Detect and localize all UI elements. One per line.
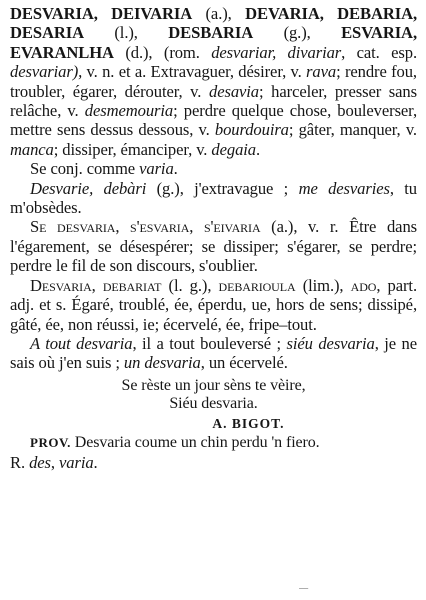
definition: ; harceler, presser sans relâche, v. <box>10 81 417 121</box>
subentry-definition: (a.), v. r. Être dans l'égarement, se désespérer; se dissiper; s'égarer, se perdre; perdre le fil de son discours, s'oublier. <box>10 217 417 276</box>
definition: ; rendre fou, troubler, égarer, dérouter, v. <box>10 62 417 101</box>
punct: , <box>50 452 60 472</box>
example-form: me desvaries <box>298 178 390 198</box>
romance-forms: desvariar, divariar <box>211 42 342 62</box>
root-label: R. <box>10 452 30 472</box>
dialect-l: (l.), <box>84 23 169 43</box>
headword-variants: DEVARIA, DEBARIA, DESARIA <box>10 4 417 43</box>
dialect-d: (d.), (rom. <box>113 42 212 62</box>
conj-text: Se conj. comme <box>30 159 140 179</box>
example-text: , tu m'obsèdes. <box>10 178 417 218</box>
dialect-lg: (l. g.), <box>161 275 219 295</box>
punct: . <box>256 139 261 159</box>
cross-ref: manca <box>10 139 54 159</box>
entry-desvaria <box>10 4 417 159</box>
example-text: (g.), j'extravague ; <box>146 178 299 198</box>
subentry-head: Desvaria, debariat <box>30 275 162 295</box>
conj-ref: varia <box>139 159 174 179</box>
example-form: Desvarie, debàri <box>30 178 147 198</box>
cross-ref: degaia <box>211 139 256 159</box>
usage-example: un desvaria <box>123 353 201 373</box>
conjugation-note <box>10 159 417 178</box>
punct: . <box>93 452 98 472</box>
headword-variant-desbaria: DESBARIA <box>168 23 254 43</box>
cross-ref: desavia <box>209 81 260 101</box>
quote-author: A. BIGOT. <box>212 415 285 431</box>
subentry-definition: , part. adj. et s. Égaré, troublé, ée, éperdu, ue, hors de sens; dissipé, gâté, ée, non réussi, ie; écervelé, ée, fripe–tout. <box>10 275 417 334</box>
catalan-label: , cat. esp. <box>341 42 417 62</box>
dialect-a: (a.), <box>192 4 246 23</box>
punct: . <box>173 159 178 179</box>
definition: ; dissiper, émanciper, v. <box>53 139 212 159</box>
verse-quote <box>10 377 417 414</box>
usage-translation: , il a tout bouleversé ; <box>132 333 287 353</box>
cross-ref: bourdouira <box>214 120 289 140</box>
page-edge-mark: — <box>299 582 308 593</box>
usage-example: A tout desvaria <box>30 333 133 353</box>
verse-line: Se rèste un jour sèns te vèire, <box>121 376 306 394</box>
definition: ; gâter, manquer, v. <box>288 120 417 140</box>
proverb-text: Desvaria coume un chin perdu 'n fiero. <box>70 434 320 452</box>
etymology <box>10 453 417 472</box>
definition: ; perdre quelque chose, bouleverser, mettre sens dessus dessous, v. <box>10 101 417 140</box>
example-forms <box>10 179 417 218</box>
usage-translation: , un écervelé. <box>200 353 288 373</box>
usage-examples <box>10 334 417 373</box>
headword-variant-esvaria: ESVARIA, EVARANLHA <box>10 23 417 62</box>
reflexive-subentry <box>10 217 417 275</box>
dialect-g: (g.), <box>253 23 342 43</box>
headword: DESVARIA, DEIVARIA <box>10 4 193 23</box>
dialect-lim: (lim.), <box>295 275 351 295</box>
root-part: des <box>29 452 51 472</box>
proverb-label: PROV. <box>30 435 71 451</box>
catalan-form: desvariar), <box>10 62 83 82</box>
subentry-head: Se desvaria, s'esvaria, s'eivaria <box>30 217 261 237</box>
cross-ref: rava <box>306 62 337 82</box>
definition: v. n. et a. Extravaguer, désirer, v. <box>82 62 307 82</box>
proverb <box>10 433 417 452</box>
participle-subentry <box>10 276 417 334</box>
verse-line: Siéu desvaria. <box>169 395 258 413</box>
usage-translation: , je ne sais où j'en suis ; <box>10 333 417 373</box>
subentry-head: debarioula <box>218 275 296 295</box>
cross-ref: desmemouria <box>84 101 174 121</box>
usage-example: siéu desvaria <box>286 333 375 353</box>
root-part: varia <box>59 452 94 472</box>
subentry-head: ado <box>350 275 377 295</box>
